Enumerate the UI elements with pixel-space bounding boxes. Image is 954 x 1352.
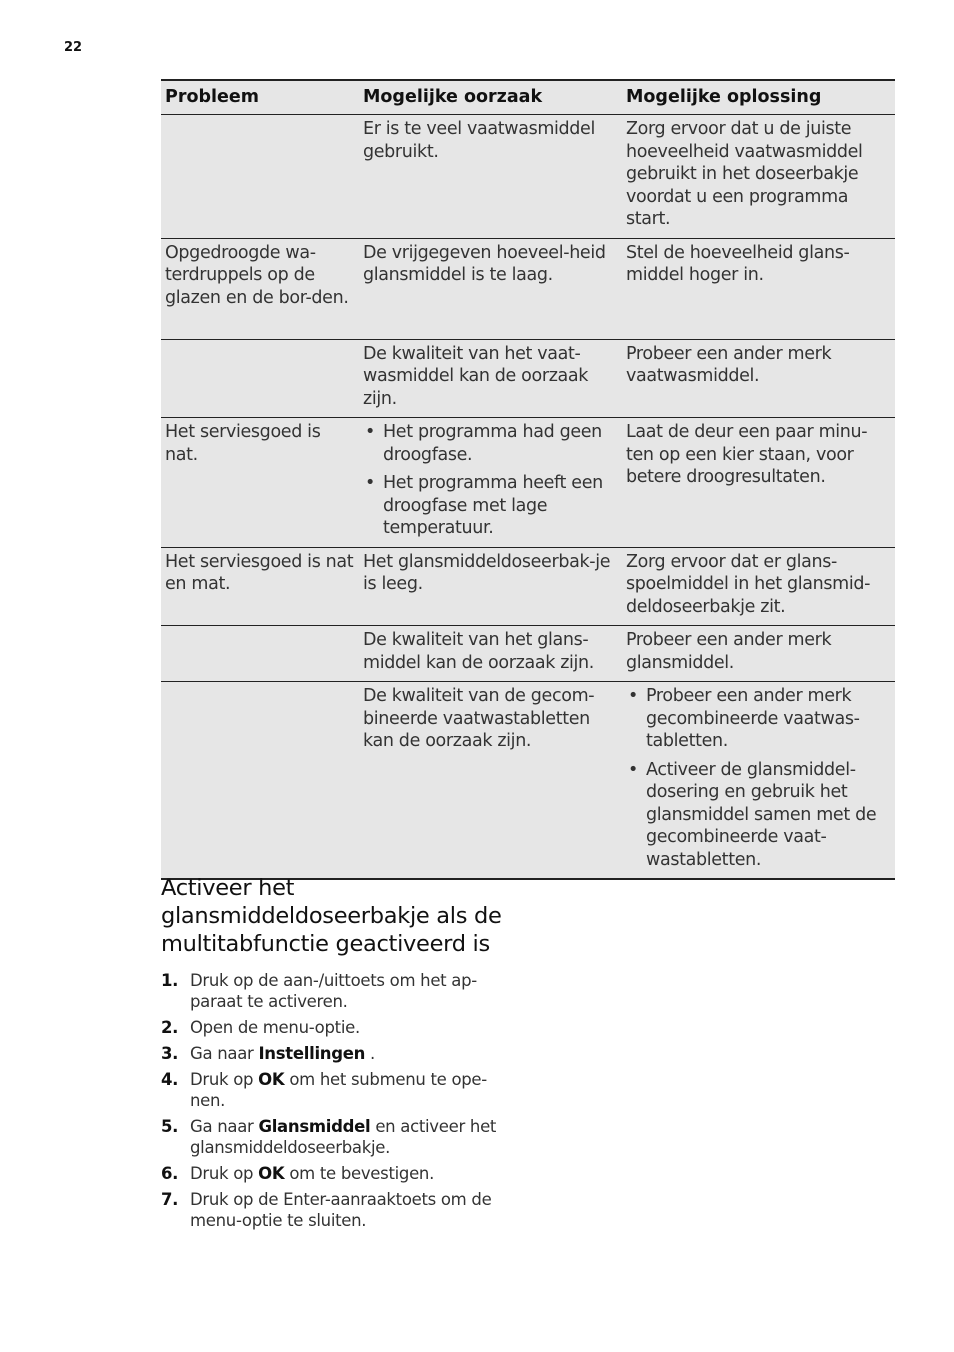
problem-cell <box>161 115 359 239</box>
step-text-suffix: . <box>365 1044 375 1063</box>
solution-list <box>626 685 890 871</box>
step-item <box>161 1189 521 1231</box>
cause-cell: De kwaliteit van het vaat-wasmiddel kan de oorzaak zijn. <box>359 339 622 418</box>
troubleshooting-table <box>161 79 895 880</box>
table-row <box>161 339 895 418</box>
problem-cell: Het serviesgoed is nat. <box>161 418 359 548</box>
solution-cell: Zorg ervoor dat u de juiste hoeveelheid vaatwasmiddel gebruikt in het doseerbakje voordat u een programma start. <box>622 115 895 239</box>
problem-cell <box>161 626 359 682</box>
table-header-row <box>161 80 895 115</box>
step-keyword: OK <box>258 1164 285 1183</box>
cause-cell: De kwaliteit van de gecom-bineerde vaatwastabletten kan de oorzaak zijn. <box>359 682 622 880</box>
problem-cell: Het serviesgoed is nat en mat. <box>161 547 359 626</box>
solution-cell: Stel de hoeveelheid glans-middel hoger in. <box>622 238 895 339</box>
step-number: 1. <box>161 971 179 990</box>
cause-list-item: • Het programma had geen droogfase. <box>363 421 617 466</box>
cause-cell: De kwaliteit van het glans-middel kan de oorzaak zijn. <box>359 626 622 682</box>
cause-cell: Het glansmiddeldoseerbak-je is leeg. <box>359 547 622 626</box>
table-row <box>161 115 895 239</box>
cause-cell <box>359 418 622 548</box>
solution-list-item: • Activeer de glansmiddel-dosering en gebruik het glansmiddel samen met de gecombineerde vaat-wastabletten. <box>626 759 890 872</box>
step-text: Druk op <box>190 1070 259 1089</box>
step-text: Druk op de aan-/uittoets om het ap-paraat te activeren. <box>190 971 477 1011</box>
step-keyword: Instellingen <box>258 1044 366 1063</box>
step-keyword: Glansmiddel <box>258 1117 371 1136</box>
step-keyword: OK <box>258 1070 285 1089</box>
step-text: Open de menu-optie. <box>190 1018 360 1037</box>
step-number: 6. <box>161 1164 179 1183</box>
step-item <box>161 1116 521 1158</box>
table-row <box>161 626 895 682</box>
steps-list <box>161 970 521 1236</box>
solution-list-item: • Probeer een ander merk gecombineerde vaatwas-tabletten. <box>626 685 890 753</box>
header-problem: Probleem <box>161 80 359 115</box>
step-item <box>161 1017 521 1038</box>
solution-cell <box>622 682 895 880</box>
cause-cell: Er is te veel vaatwasmiddel gebruikt. <box>359 115 622 239</box>
step-number: 3. <box>161 1044 179 1063</box>
problem-cell <box>161 682 359 880</box>
cause-cell: De vrijgegeven hoeveel-heid glansmiddel is te laag. <box>359 238 622 339</box>
table-row <box>161 547 895 626</box>
step-item <box>161 1163 521 1184</box>
step-number: 2. <box>161 1018 179 1037</box>
step-text: Ga naar <box>190 1044 259 1063</box>
problem-cell <box>161 339 359 418</box>
step-item <box>161 1069 521 1111</box>
header-solution: Mogelijke oplossing <box>622 80 895 115</box>
cause-list <box>363 421 617 540</box>
step-number: 5. <box>161 1117 179 1136</box>
step-number: 7. <box>161 1190 179 1209</box>
step-item <box>161 1043 521 1064</box>
solution-cell: Laat de deur een paar minu-ten op een kier staan, voor betere droogresultaten. <box>622 418 895 548</box>
page-number: 22 <box>64 40 83 55</box>
step-text-suffix: en activeer het glansmiddeldoseerbakje. <box>190 1117 497 1157</box>
step-text-suffix: om het submenu te ope-nen. <box>190 1070 487 1110</box>
section-title: Activeer het glansmiddeldoseerbakje als de multitabfunctie geactiveerd is <box>161 875 502 957</box>
table-row <box>161 418 895 548</box>
cause-list-item: • Het programma heeft een droogfase met lage temperatuur. <box>363 472 617 540</box>
solution-cell: Probeer een ander merk glansmiddel. <box>622 626 895 682</box>
header-cause: Mogelijke oorzaak <box>359 80 622 115</box>
step-text: Druk op de Enter-aanraaktoets om de menu-optie te sluiten. <box>190 1190 492 1230</box>
step-item <box>161 970 521 1012</box>
table-row <box>161 238 895 339</box>
step-text: Druk op <box>190 1164 259 1183</box>
step-text: Ga naar <box>190 1117 259 1136</box>
step-number: 4. <box>161 1070 179 1089</box>
table-row <box>161 682 895 880</box>
problem-cell: Opgedroogde wa-terdruppels op de glazen en de bor-den. <box>161 238 359 339</box>
solution-cell: Probeer een ander merk vaatwasmiddel. <box>622 339 895 418</box>
step-text-suffix: om te bevestigen. <box>284 1164 435 1183</box>
solution-cell: Zorg ervoor dat er glans-spoelmiddel in het glansmid-deldoseerbakje zit. <box>622 547 895 626</box>
